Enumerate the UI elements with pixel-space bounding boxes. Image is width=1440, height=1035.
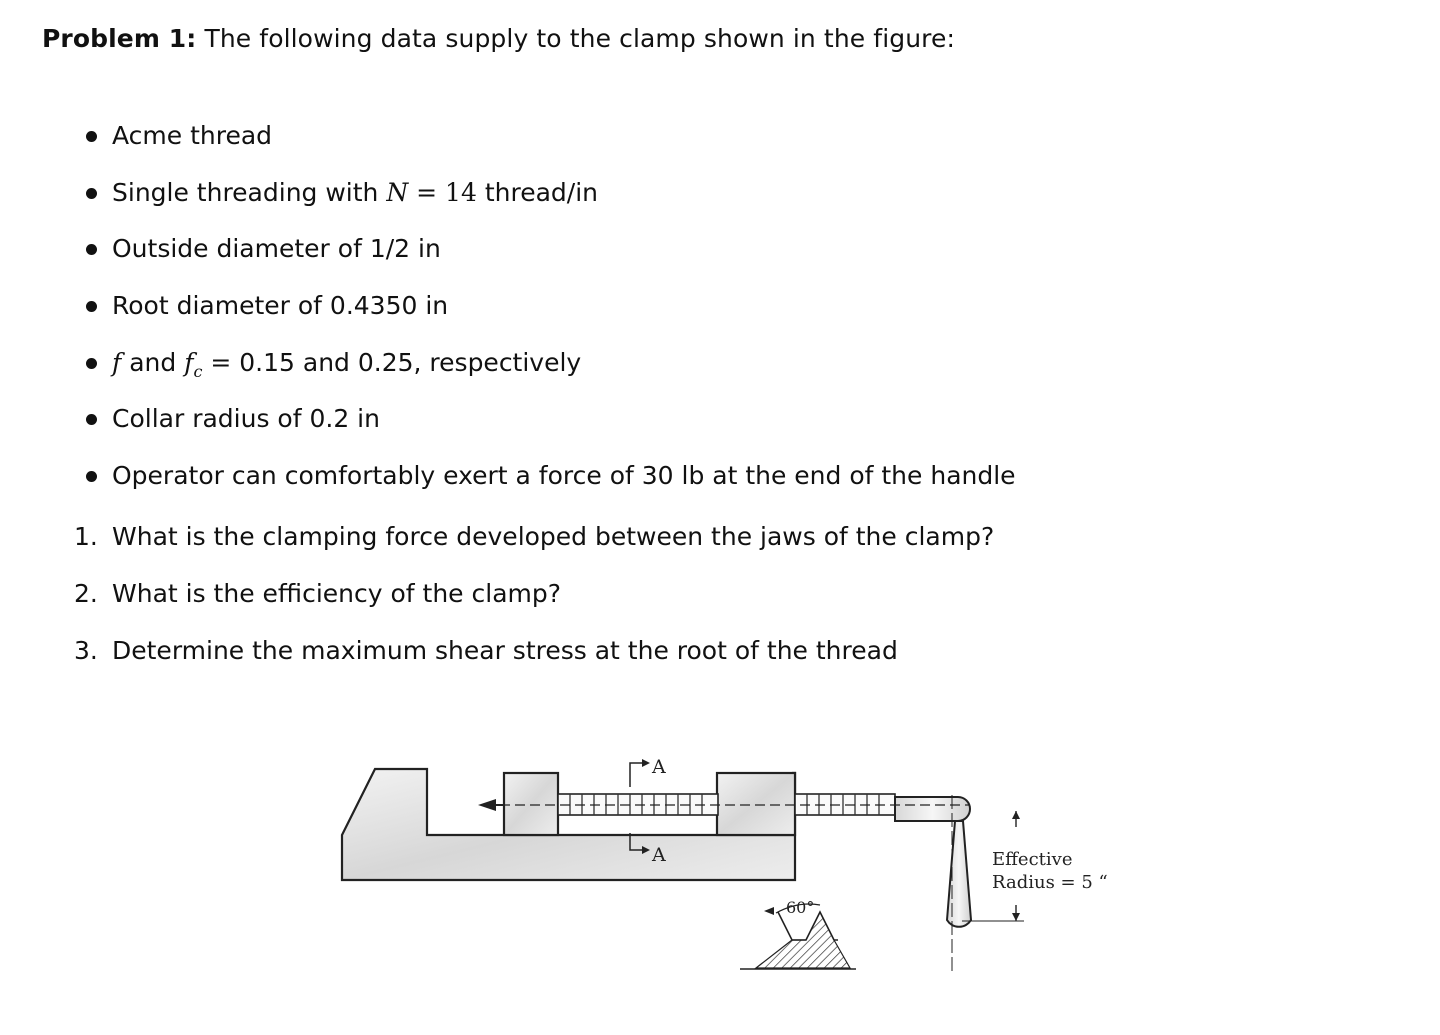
question-list bbox=[74, 519, 994, 690]
list-item: Root diameter of 0.4350 in bbox=[84, 288, 1016, 345]
question-item: 1. What is the clamping force developed between the jaws of the clamp? bbox=[74, 522, 995, 551]
thread-profile bbox=[740, 898, 856, 969]
problem-label: Problem 1: bbox=[42, 24, 197, 53]
section-label-top: A bbox=[652, 756, 666, 778]
data-list bbox=[84, 118, 1016, 515]
list-item: Acme thread bbox=[84, 118, 1016, 175]
radius-label-line2: Radius = 5 “ bbox=[992, 872, 1108, 893]
clamp-figure bbox=[330, 715, 1110, 1004]
handle bbox=[947, 821, 971, 927]
problem-title bbox=[42, 24, 955, 53]
section-label-bottom: A bbox=[652, 844, 666, 866]
clamp-drawing bbox=[330, 715, 1110, 1000]
list-item: f and $f_c = 0.15$ and 0.25, respectively bbox=[84, 345, 1016, 402]
list-item: Operator can comfortably exert a force of 30 lb at the end of the handle bbox=[84, 458, 1016, 515]
question-item: 2. What is the efficiency of the clamp? bbox=[74, 579, 561, 608]
sliding-jaw bbox=[504, 773, 558, 835]
question-item: 3. Determine the maximum shear stress at the root of the thread bbox=[74, 636, 898, 665]
problem-intro: The following data supply to the clamp shown in the figure: bbox=[204, 24, 955, 53]
fixed-jaw bbox=[717, 773, 795, 835]
list-item: Collar radius of 0.2 in bbox=[84, 401, 1016, 458]
list-item: Outside diameter of 1/2 in bbox=[84, 231, 1016, 288]
radius-label-line1: Effective bbox=[992, 849, 1073, 870]
thread-angle-label: 60° bbox=[786, 898, 815, 917]
list-item: Single threading with N = 14 thread/in bbox=[84, 175, 1016, 232]
